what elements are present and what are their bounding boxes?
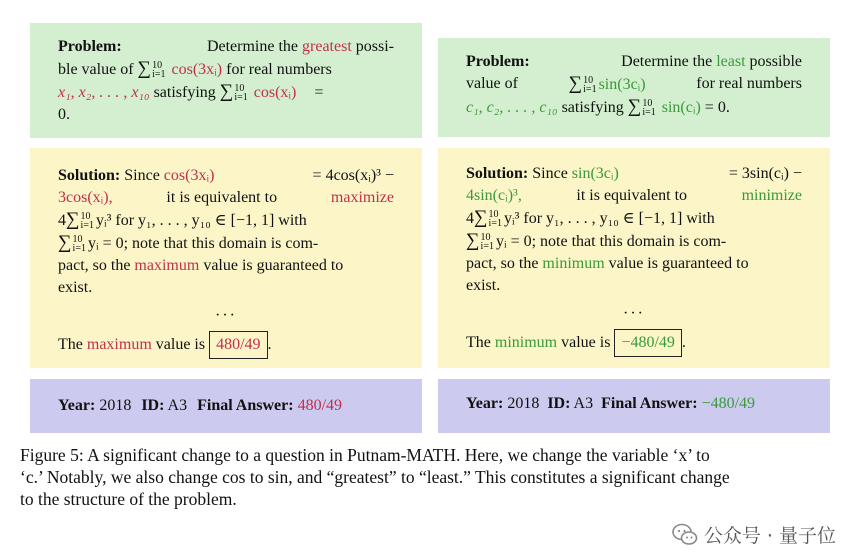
right-problem-text: value of — [466, 75, 518, 92]
left-problem-text: = — [314, 84, 324, 101]
left-solution-text: value is — [155, 336, 206, 353]
left-solution-text: yᵢ³ for y₁, . . . , y₁₀ ∈ [−1, 1] with — [95, 212, 307, 229]
sum-symbol: ∑ — [58, 232, 72, 253]
right-solution-text: 4 — [466, 210, 474, 227]
right-4sinc3: 4sin(cᵢ)³, — [466, 187, 522, 204]
final-answer-label: Final Answer: — [197, 397, 294, 414]
left-problem-label: Problem: — [58, 38, 122, 55]
right-problem-label: Problem: — [466, 53, 530, 70]
id-value: A3 — [573, 395, 594, 412]
right-solution-text: value is — [561, 334, 611, 351]
left-problem-text: for real numbers — [226, 61, 332, 78]
final-answer-label: Final Answer: — [601, 395, 698, 412]
sum-symbol: ∑ — [568, 73, 583, 94]
left-solution-text: value is guaranteed to — [203, 257, 344, 274]
sum-limits: 10 i=1 — [488, 209, 502, 230]
sum-limits: 10 i=1 — [642, 98, 656, 119]
figure-caption — [20, 444, 844, 510]
year-value: 2018 — [99, 397, 132, 414]
right-solution-box: Solution: Since sin(3cᵢ) = 3sin(cᵢ) − 4sin(cᵢ)³, it is equivalent to minimize 4∑10 i=1 yᵢ³ for y₁, . . . , y₁₀ ∈ [−1, 1] with ∑10 i=1 yᵢ = 0; note that this domain is com- pact, so the minimum value is guaranteed to exist. ··· The minimum value is −480/49 . — [438, 148, 830, 368]
watermark — [672, 521, 836, 548]
left-solution-text: = 4cos(xᵢ)³ − — [312, 167, 394, 184]
right-keyword-minimum: minimum — [494, 334, 558, 351]
left-solution-text: it is equivalent to — [166, 189, 278, 206]
left-solution-label: Solution: — [58, 167, 121, 184]
wechat-icon — [672, 522, 698, 548]
sum-symbol: ∑ — [219, 81, 234, 102]
left-problem-text: 0. — [58, 106, 70, 123]
sum-symbol: ∑ — [627, 96, 642, 117]
left-keyword-maximize: maximize — [330, 189, 394, 206]
right-problem-text: = 0. — [704, 99, 730, 116]
sum-limits: 10 i=1 — [152, 60, 166, 81]
right-solution-text: yᵢ³ for y₁, . . . , y₁₀ ∈ [−1, 1] with — [503, 210, 715, 227]
right-final-answer: −480/49 — [701, 395, 756, 412]
caption-line: to the structure of the problem. — [20, 489, 237, 509]
right-variables: c₁, c₂, . . . , c₁₀ — [466, 99, 558, 116]
left-solution-text: The — [58, 336, 83, 353]
left-solution-text: pact, so the — [58, 257, 131, 274]
left-cos3x: cos(3xᵢ) — [171, 61, 223, 78]
right-solution-text: pact, so the — [466, 255, 539, 272]
left-solution-text: exist. — [58, 279, 93, 296]
id-value: A3 — [167, 397, 188, 414]
right-solution-text: The — [466, 334, 491, 351]
right-solution-text: yᵢ = 0; note that this domain is com- — [495, 233, 727, 250]
left-cosx: cos(xᵢ) — [253, 84, 297, 101]
left-3cosx: 3cos(xᵢ), — [58, 189, 113, 206]
right-footer-box — [438, 379, 830, 433]
sum-limits: 10 i=1 — [72, 234, 86, 255]
left-footer-box — [30, 379, 422, 433]
year-value: 2018 — [507, 395, 540, 412]
right-solution-text: it is equivalent to — [576, 187, 688, 204]
right-boxed-answer: −480/49 — [614, 329, 681, 357]
left-boxed-answer: 480/49 — [209, 331, 267, 359]
year-label: Year: — [58, 397, 96, 414]
right-solution-text: = 3sin(cᵢ) − — [728, 165, 802, 182]
right-solution-label: Solution: — [466, 165, 529, 182]
left-solution-text: 4 — [58, 212, 66, 229]
left-keyword-greatest: greatest — [302, 38, 352, 55]
id-label: ID: — [141, 397, 165, 414]
left-final-answer: 480/49 — [297, 397, 343, 414]
sum-limits: 10 i=1 — [80, 211, 94, 232]
left-keyword-maximum: maximum — [134, 257, 200, 274]
left-problem-box — [30, 23, 422, 138]
right-sin3c: sin(3cᵢ) — [598, 76, 646, 93]
right-solution-text: exist. — [466, 277, 501, 294]
right-problem-text: possible — [749, 53, 802, 70]
right-sin3c: sin(3cᵢ) — [571, 165, 619, 182]
left-solution-text: yᵢ = 0; note that this domain is com- — [87, 235, 319, 252]
ellipsis: ··· — [623, 305, 645, 322]
watermark-text: 公众号 · 量子位 — [703, 525, 836, 547]
sum-symbol: ∑ — [474, 207, 488, 228]
right-keyword-minimize: minimize — [741, 187, 802, 204]
left-keyword-maximum: maximum — [86, 336, 152, 353]
caption-line: Figure 5: A significant change to a question in Putnam-MATH. Here, we change the variable ‘x’ to — [20, 445, 710, 465]
right-problem-text: for real numbers — [696, 75, 802, 92]
ellipsis: ··· — [215, 307, 237, 324]
left-problem-text: ble value of — [58, 61, 134, 78]
left-problem-text: possi- — [355, 38, 394, 55]
sum-symbol: ∑ — [466, 230, 480, 251]
right-problem-text: satisfying — [561, 99, 624, 116]
year-label: Year: — [466, 395, 504, 412]
right-solution-text: Since — [532, 165, 568, 182]
sum-limits: 10 i=1 — [234, 83, 248, 104]
right-keyword-minimum: minimum — [542, 255, 605, 272]
left-problem-text: Determine the — [206, 38, 299, 55]
right-problem-text: Determine the — [621, 53, 713, 70]
right-solution-text: value is guaranteed to — [608, 255, 749, 272]
sum-symbol: ∑ — [66, 209, 80, 230]
left-problem-text: satisfying — [153, 84, 216, 101]
right-problem-box — [438, 38, 830, 137]
left-variables: x₁, x₂, . . . , x₁₀ — [58, 84, 150, 101]
right-sinc: sin(cᵢ) — [661, 99, 701, 116]
left-cos3x: cos(3xᵢ) — [163, 167, 215, 184]
sum-limits: 10 i=1 — [480, 232, 494, 253]
left-solution-box: Solution: Since cos(3xᵢ) = 4cos(xᵢ)³ − 3cos(xᵢ), it is equivalent to maximize 4∑10 i=1 yᵢ³ for y₁, . . . , y₁₀ ∈ [−1, 1] with ∑10 i=1 yᵢ = 0; note that this domain is com- pact, so the maximum value is guaranteed to exist. ··· The maximum value is 480/49 . — [30, 148, 422, 368]
sum-symbol: ∑ — [137, 58, 152, 79]
caption-line: ‘c.’ Notably, we also change cos to sin, and “greatest” to “least.” This constitutes a significant change — [20, 467, 730, 487]
left-solution-text: Since — [124, 167, 160, 184]
sum-limits: 10 i=1 — [583, 75, 597, 96]
id-label: ID: — [547, 395, 571, 412]
right-keyword-least: least — [716, 53, 746, 70]
